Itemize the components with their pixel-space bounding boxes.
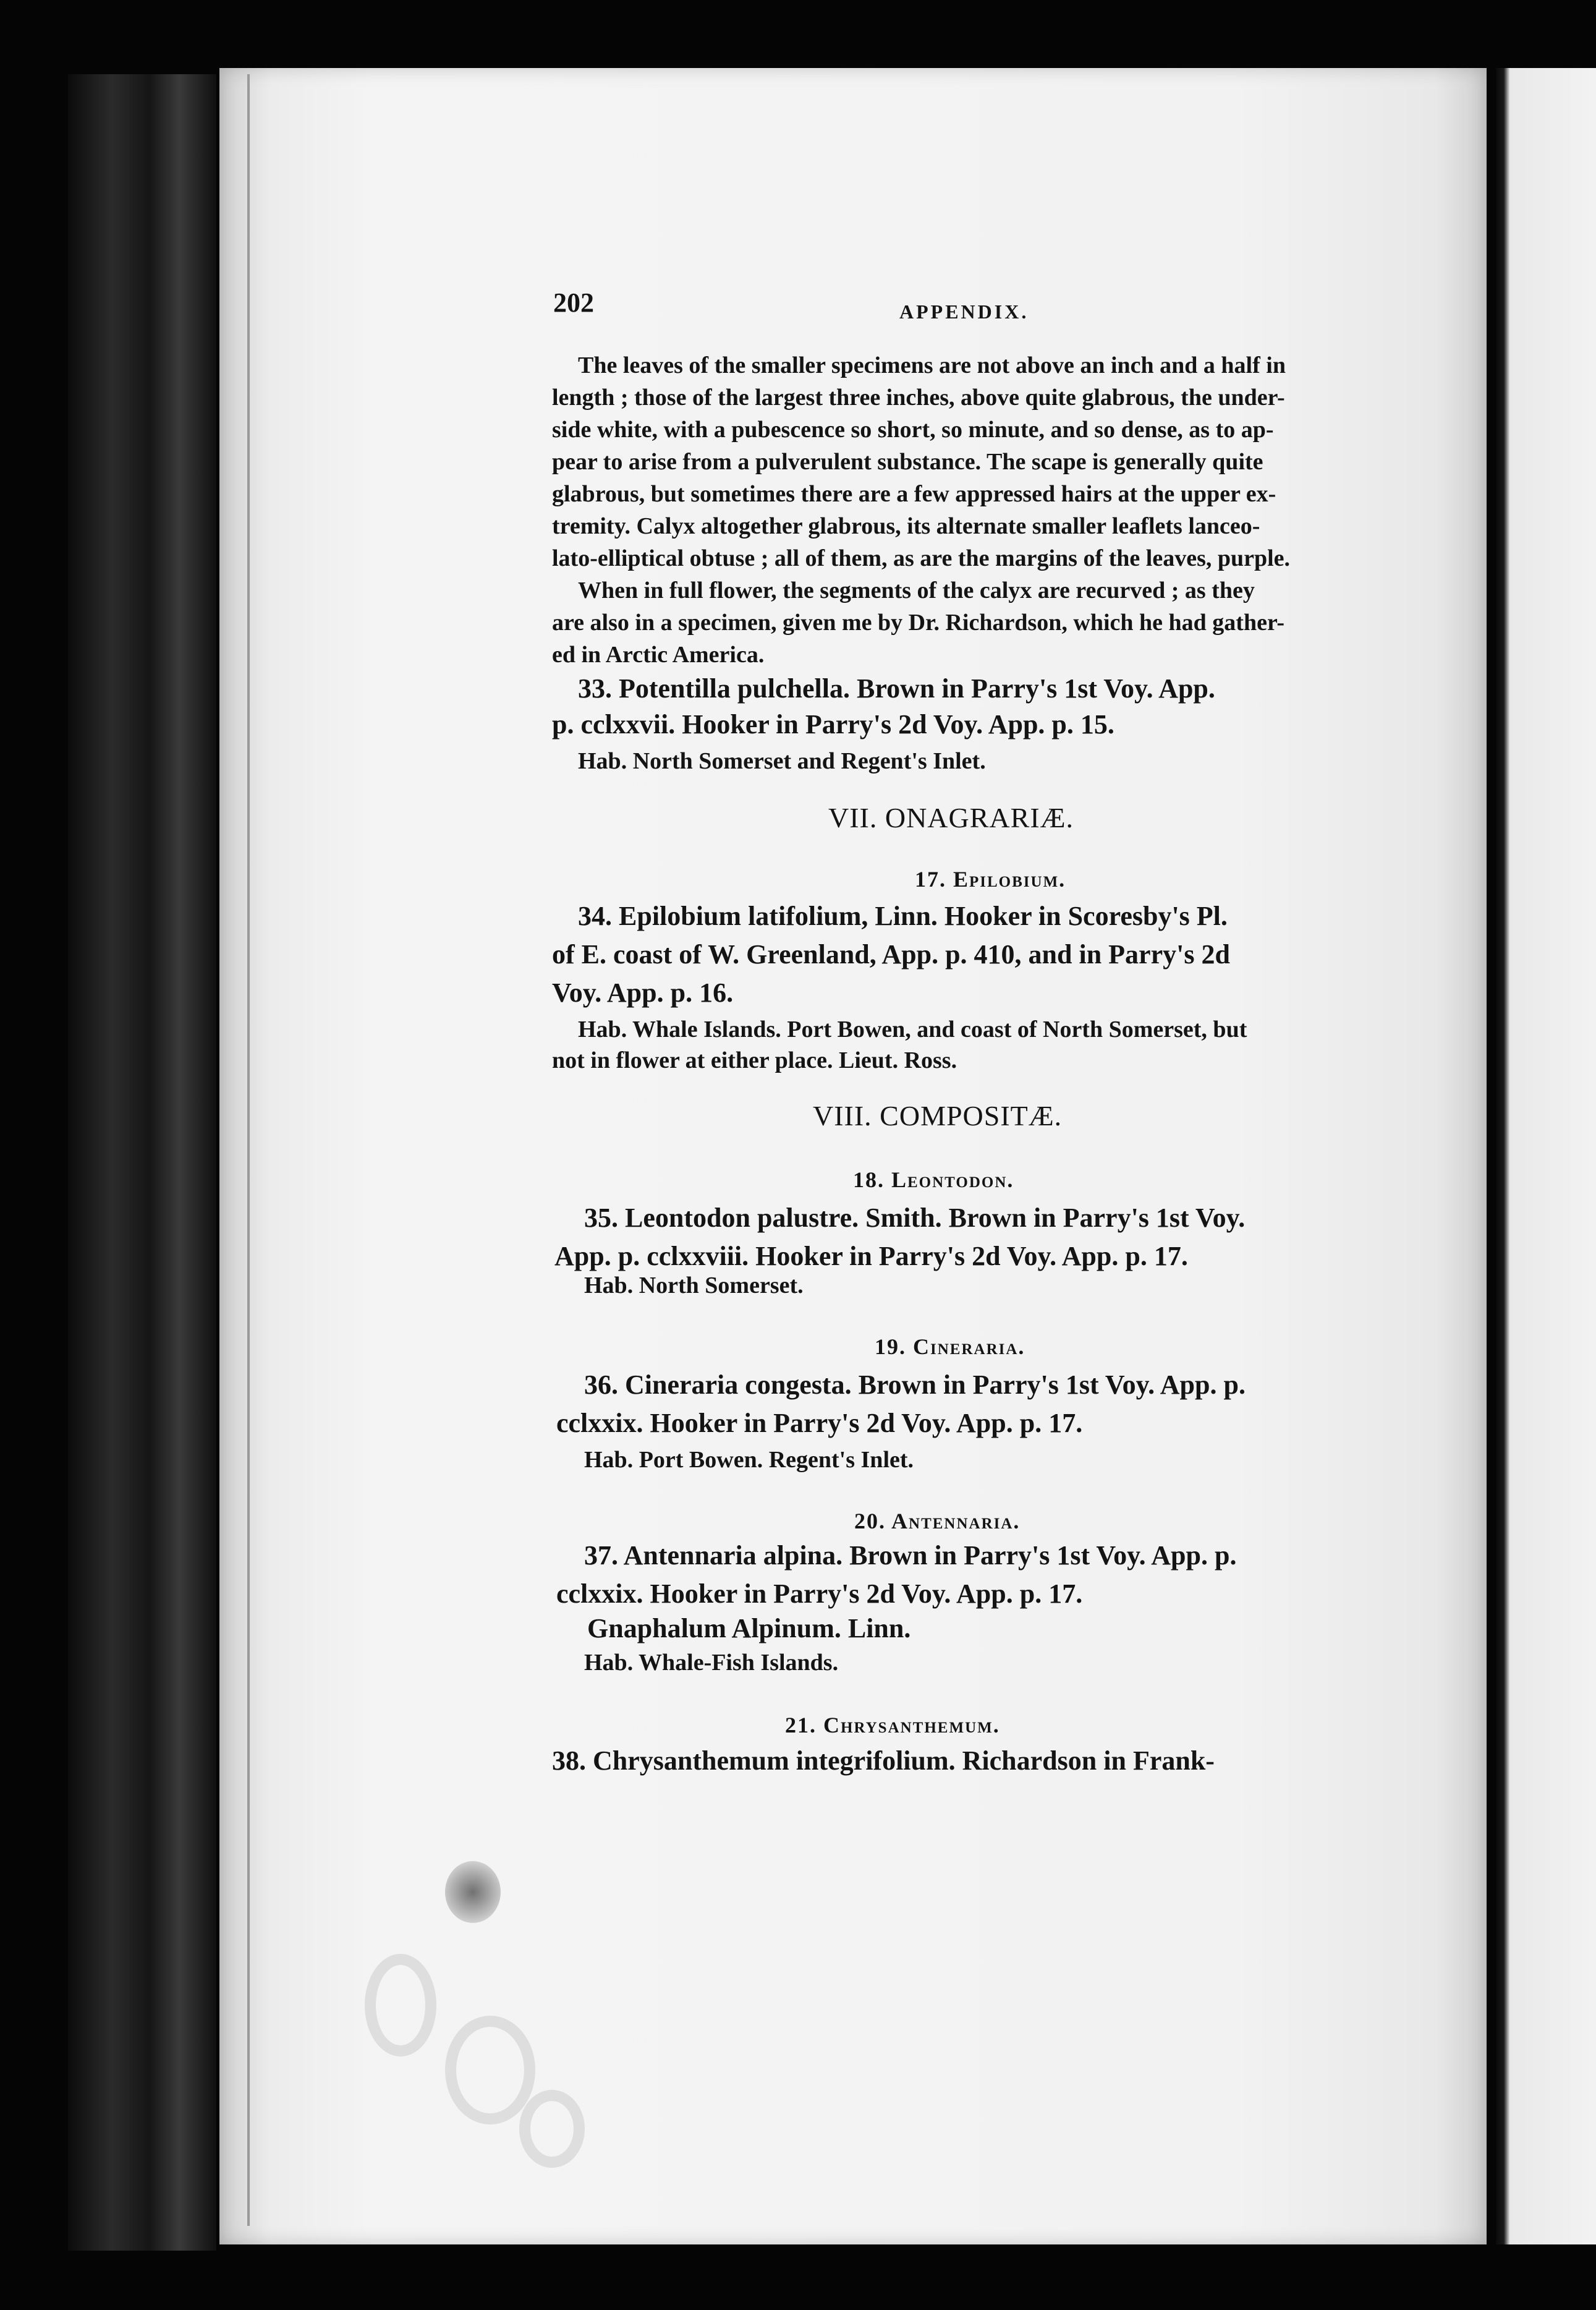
habitat-line: Hab. Port Bowen. Regent's Inlet. <box>584 1447 914 1473</box>
genus-heading: 18. Leontodon. <box>853 1167 1014 1192</box>
entry-line: Gnaphalum Alpinum. Linn. <box>587 1613 911 1643</box>
text-line: glabrous, but sometimes there are a few appressed hairs at the upper ex- <box>552 481 1276 507</box>
habitat-line: Hab. Whale Islands. Port Bowen, and coast of North Somerset, but <box>578 1016 1247 1042</box>
genus-heading: 20. Antennaria. <box>854 1509 1021 1533</box>
text-line: tremity. Calyx altogether glabrous, its alternate smaller leaflets lanceo- <box>552 513 1260 539</box>
text-line: are also in a specimen, given me by Dr. Richardson, which he had gather- <box>552 610 1285 636</box>
running-title: APPENDIX. <box>899 300 1029 323</box>
faint-stain <box>445 2016 535 2125</box>
text-line: lato-elliptical obtuse ; all of them, as are the margins of the leaves, purple. <box>552 545 1291 571</box>
entry-line: of E. coast of W. Greenland, App. p. 410, and in Parry's 2d <box>552 939 1230 970</box>
section-heading: VII. ONAGRARIÆ. <box>828 802 1074 833</box>
entry-line: cclxxix. Hooker in Parry's 2d Voy. App. p. 17. <box>556 1408 1083 1438</box>
book-binding <box>68 74 216 2251</box>
section-heading: VIII. COMPOSITÆ. <box>813 1100 1063 1132</box>
text-line: pear to arise from a pulverulent substance. The scape is generally quite <box>552 449 1263 475</box>
text-line: ed in Arctic America. <box>552 642 765 668</box>
faint-stain <box>519 2090 585 2168</box>
entry-line: 33. Potentilla pulchella. Brown in Parry's 1st Voy. App. <box>578 673 1215 704</box>
entry-line: 35. Leontodon palustre. Smith. Brown in Parry's 1st Voy. <box>584 1203 1246 1233</box>
entry-line: cclxxix. Hooker in Parry's 2d Voy. App. p. 17. <box>556 1579 1083 1609</box>
text-line: The leaves of the smaller specimens are not above an inch and a half in <box>578 352 1286 378</box>
entry-line: Voy. App. p. 16. <box>552 978 734 1008</box>
page-edge-line <box>247 74 250 2226</box>
entry-line: 38. Chrysanthemum integrifolium. Richardson in Frank- <box>552 1745 1215 1776</box>
faint-stain <box>365 1954 436 2056</box>
entry-line: 36. Cineraria congesta. Brown in Parry's 1st Voy. App. p. <box>584 1370 1246 1400</box>
habitat-line: not in flower at either place. Lieut. Ross. <box>552 1047 957 1073</box>
entry-line: App. p. cclxxviii. Hooker in Parry's 2d Voy. App. p. 17. <box>554 1241 1188 1271</box>
entry-line: 37. Antennaria alpina. Brown in Parry's 1st Voy. App. p. <box>584 1540 1237 1571</box>
genus-heading: 19. Cineraria. <box>875 1334 1025 1359</box>
entry-line: 34. Epilobium latifolium, Linn. Hooker in Scoresby's Pl. <box>578 901 1228 931</box>
habitat-line: Hab. North Somerset. <box>584 1272 804 1298</box>
genus-heading: 17. Epilobium. <box>915 867 1066 892</box>
genus-heading: 21. Chrysanthemum. <box>785 1713 1000 1737</box>
page-number: 202 <box>553 288 594 318</box>
text-line: side white, with a pubescence so short, so minute, and so dense, as to ap- <box>552 417 1274 443</box>
entry-line: p. cclxxvii. Hooker in Parry's 2d Voy. App. p. 15. <box>552 709 1114 739</box>
habitat-line: Hab. Whale-Fish Islands. <box>584 1650 839 1676</box>
facing-page-edge <box>1496 68 1596 2244</box>
habitat-line: Hab. North Somerset and Regent's Inlet. <box>578 748 986 774</box>
text-line: When in full flower, the segments of the calyx are recurved ; as they <box>578 578 1255 603</box>
ink-stain <box>445 1861 501 1923</box>
text-line: length ; those of the largest three inches, above quite glabrous, the under- <box>552 385 1285 411</box>
